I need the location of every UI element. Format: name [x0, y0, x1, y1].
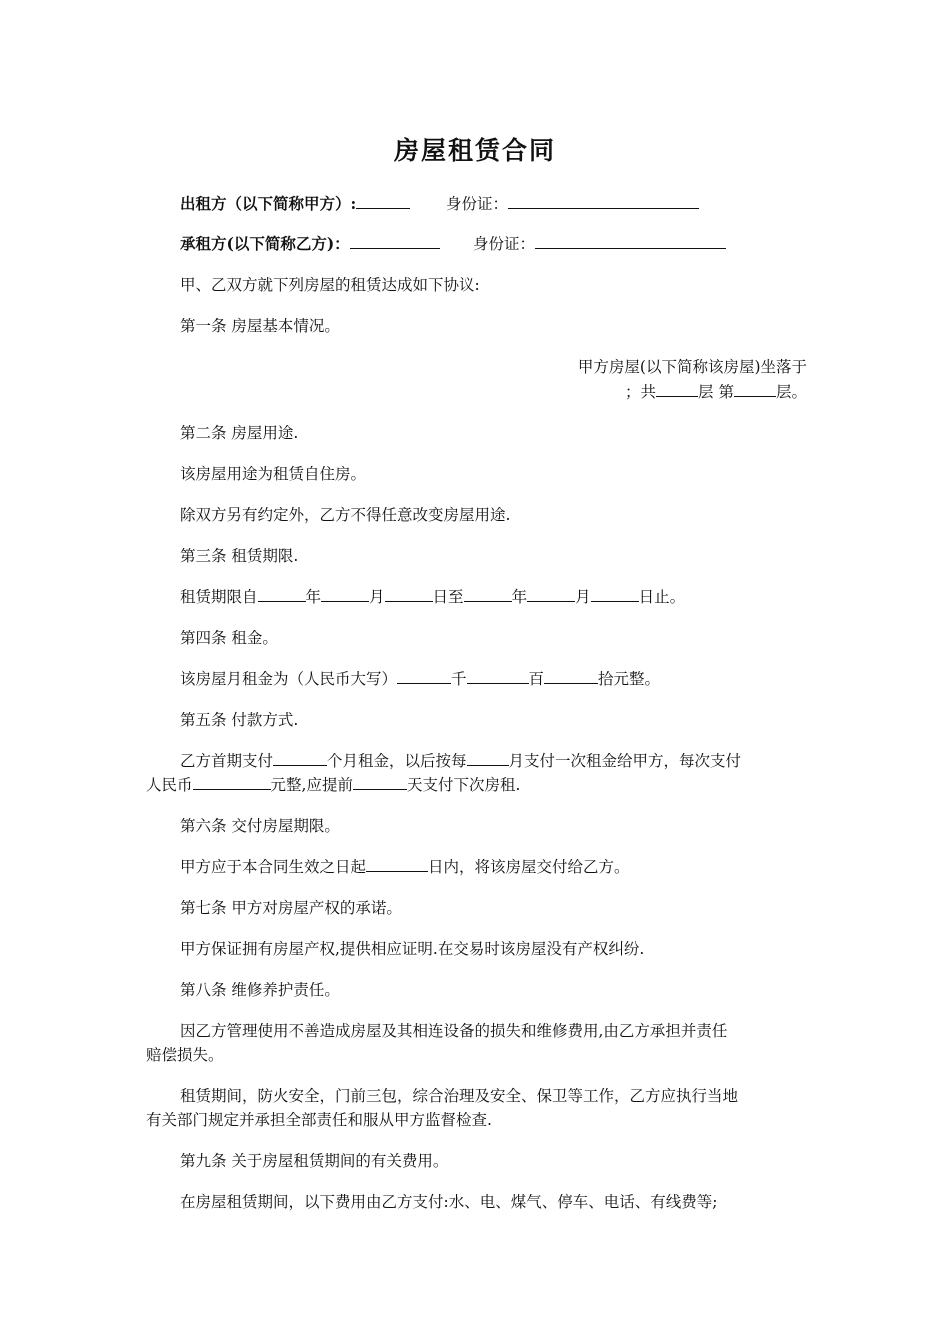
article-1-title: 第一条 房屋基本情况。 [180, 317, 340, 335]
lessor-id-blank[interactable] [508, 193, 699, 209]
article-2-title: 第二条 房屋用途. [180, 424, 299, 442]
payment-text-a: 乙方首期支付 [180, 752, 274, 770]
end-month-blank[interactable] [527, 586, 575, 602]
article-1-floors [625, 381, 807, 403]
article-4-rent [180, 668, 660, 690]
lessor-label: 出租方（以下简称甲方）: [180, 194, 357, 213]
floor-text-a: ；共 [625, 383, 657, 401]
tens-label: 拾元整。 [598, 670, 661, 688]
payment-text-b: 个月租金，以后按每 [327, 752, 467, 770]
intro-paragraph: 甲、乙双方就下列房屋的租赁达成如下协议: [180, 276, 480, 294]
lessee-line [180, 233, 440, 255]
lessor-name-blank[interactable] [356, 193, 410, 209]
article-9-paragraph: 在房屋租赁期间，以下费用由乙方支付:水、电、煤气、停车、电话、有线费等; [180, 1193, 718, 1211]
start-year-blank[interactable] [258, 586, 306, 602]
article-5-line-1 [180, 750, 741, 772]
article-3-term [180, 586, 685, 608]
payment-interval-blank[interactable] [467, 750, 509, 766]
start-day-blank[interactable] [385, 586, 433, 602]
end-year-blank[interactable] [464, 586, 512, 602]
year-label: 年 [511, 588, 528, 606]
end-day-blank[interactable] [591, 586, 639, 602]
lessee-id-label: 身份证： [473, 235, 536, 253]
article-2-paragraph-1: 该房屋用途为租赁自住房。 [180, 465, 367, 483]
article-8-paragraph-2-line-1: 租赁期间，防火安全，门前三包，综合治理及安全、保卫等工作，乙方应执行当地 [180, 1087, 739, 1105]
article-2-paragraph-2: 除双方另有约定外，乙方不得任意改变房屋用途. [180, 506, 511, 524]
thousands-label: 千 [451, 670, 467, 688]
lessee-id-blank[interactable] [535, 233, 726, 249]
handover-text-a: 甲方应于本合同生效之日起 [180, 858, 367, 876]
article-5-title: 第五条 付款方式. [180, 711, 299, 729]
article-5-line-2 [146, 774, 520, 796]
payment-amount-blank[interactable] [193, 774, 271, 790]
article-4-title: 第四条 租金。 [180, 629, 278, 647]
lessor-id-line [446, 193, 699, 215]
handover-days-blank[interactable] [366, 856, 428, 872]
rent-tens-blank[interactable] [544, 668, 598, 684]
article-6-title: 第六条 交付房屋期限。 [180, 817, 340, 835]
advance-days-blank[interactable] [353, 774, 407, 790]
rent-text: 该房屋月租金为（人民币大写） [180, 670, 398, 688]
article-7-paragraph: 甲方保证拥有房屋产权,提供相应证明.在交易时该房屋没有产权纠纷. [180, 940, 645, 958]
lessee-id-line [473, 233, 726, 255]
document-title: 房屋租赁合同 [393, 136, 556, 165]
first-payment-months-blank[interactable] [273, 750, 327, 766]
term-text: 租赁期限自 [180, 588, 258, 606]
rent-thousands-blank[interactable] [397, 668, 451, 684]
rent-hundreds-blank[interactable] [467, 668, 529, 684]
lessee-label: 承租方(以下简称乙方)： [180, 234, 350, 253]
lessor-id-label: 身份证： [446, 195, 509, 213]
payment-text-f: 天支付下次房租. [406, 776, 521, 794]
floor-number-blank[interactable] [734, 381, 776, 397]
article-8-paragraph-1-line-2: 赔偿损失。 [146, 1046, 224, 1064]
payment-text-c: 月支付一次租金给甲方，每次支付 [508, 752, 742, 770]
month-label: 月 [575, 588, 591, 606]
article-9-title: 第九条 关于房屋租赁期间的有关费用。 [180, 1152, 449, 1170]
handover-text-b: 日内，将该房屋交付给乙方。 [428, 858, 630, 876]
article-8-paragraph-2-line-2: 有关部门规定并承担全部责任和服从甲方监督检查. [146, 1111, 492, 1129]
article-8-paragraph-1-line-1: 因乙方管理使用不善造成房屋及其相连设备的损失和维修费用,由乙方承担并责任 [180, 1022, 728, 1040]
year-label: 年 [305, 588, 322, 606]
payment-text-e: 元整,应提前 [270, 776, 353, 794]
article-6-paragraph [180, 856, 630, 878]
floor-text-c: 层。 [775, 383, 807, 401]
hundreds-label: 百 [528, 670, 545, 688]
payment-text-d: 人民币 [146, 776, 193, 794]
article-3-title: 第三条 租赁期限. [180, 547, 299, 565]
article-1-location: 甲方房屋(以下简称该房屋)坐落于 [577, 358, 807, 376]
article-7-title: 第七条 甲方对房屋产权的承诺。 [180, 899, 402, 917]
floor-text-b: 层 第 [698, 383, 734, 401]
start-month-blank[interactable] [321, 586, 369, 602]
lessor-line [180, 193, 410, 215]
month-label: 月 [369, 588, 385, 606]
total-floors-blank[interactable] [656, 381, 698, 397]
day-to-label: 日至 [432, 588, 464, 606]
lessee-name-blank[interactable] [350, 233, 440, 249]
article-8-title: 第八条 维修养护责任。 [180, 981, 340, 999]
end-label: 日止。 [638, 588, 686, 606]
